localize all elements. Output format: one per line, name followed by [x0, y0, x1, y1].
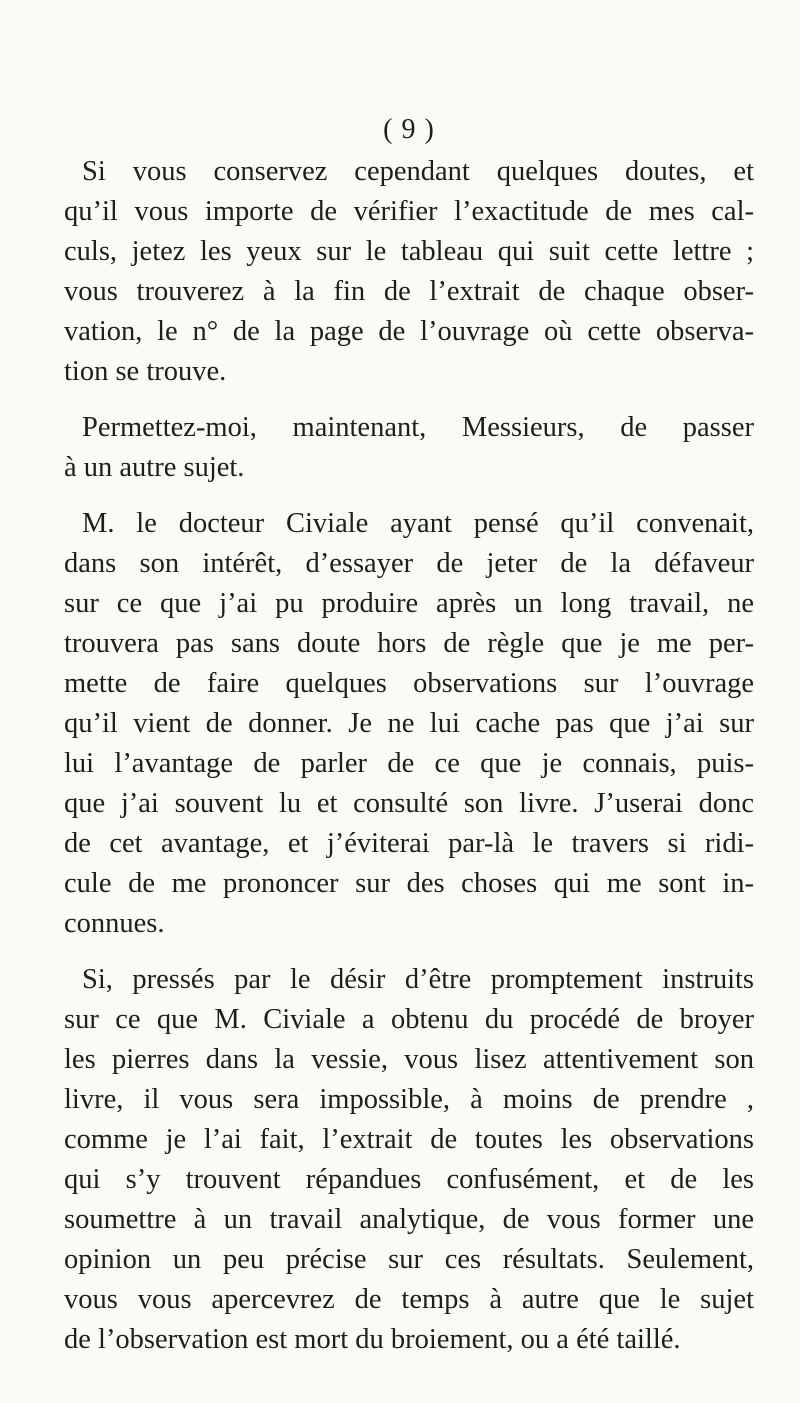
text-body	[64, 152, 754, 1360]
text-line: trouvera pas sans doute hors de règle que je me per-	[64, 628, 754, 659]
text-line: connues.	[64, 908, 165, 939]
text-line: opinion un peu précise sur ces résultats. Seulement,	[64, 1244, 754, 1275]
text-line: vation, le n° de la page de l’ouvrage où cette observa-	[64, 316, 754, 347]
text-line: à un autre sujet.	[64, 452, 245, 483]
book-page	[64, 112, 754, 1376]
text-line: sur ce que M. Civiale a obtenu du procédé de broyer	[64, 1004, 754, 1035]
text-line: culs, jetez les yeux sur le tableau qui suit cette lettre ;	[64, 236, 754, 267]
text-line: les pierres dans la vessie, vous lisez attentivement son	[64, 1044, 754, 1075]
text-line: dans son intérêt, d’essayer de jeter de la défaveur	[64, 548, 754, 579]
text-line: lui l’avantage de parler de ce que je connais, puis-	[64, 748, 754, 779]
text-line: comme je l’ai fait, l’extrait de toutes les observations	[64, 1124, 754, 1155]
text-line: mette de faire quelques observations sur l’ouvrage	[64, 668, 754, 699]
text-line: Si, pressés par le désir d’être promptement instruits	[82, 964, 754, 995]
text-line: Permettez-moi, maintenant, Messieurs, de passer	[82, 412, 754, 443]
text-line: livre, il vous sera impossible, à moins de prendre ,	[64, 1084, 754, 1115]
page-number: ( 9 )	[383, 114, 435, 145]
text-line: tion se trouve.	[64, 356, 227, 387]
text-line: de l’observation est mort du broiement, ou a été taillé.	[64, 1324, 681, 1355]
text-line: qui s’y trouvent répandues confusément, et de les	[64, 1164, 754, 1195]
paragraph-4	[64, 960, 754, 1360]
text-line: cule de me prononcer sur des choses qui me sont in-	[64, 868, 754, 899]
text-line: que j’ai souvent lu et consulté son livre. J’userai donc	[64, 788, 754, 819]
text-line: qu’il vient de donner. Je ne lui cache pas que j’ai sur	[64, 708, 754, 739]
text-line: M. le docteur Civiale ayant pensé qu’il convenait,	[82, 508, 754, 539]
paragraph-2	[64, 408, 754, 488]
text-line: vous trouverez à la fin de l’extrait de chaque obser-	[64, 276, 754, 307]
text-line: soumettre à un travail analytique, de vous former une	[64, 1204, 754, 1235]
text-line: Si vous conservez cependant quelques doutes, et	[82, 156, 754, 187]
text-line: vous vous apercevrez de temps à autre que le sujet	[64, 1284, 754, 1315]
text-line: sur ce que j’ai pu produire après un long travail, ne	[64, 588, 754, 619]
paragraph-3	[64, 504, 754, 944]
text-line: de cet avantage, et j’éviterai par-là le travers si ridi-	[64, 828, 754, 859]
paragraph-1	[64, 152, 754, 392]
text-line: qu’il vous importe de vérifier l’exactitude de mes cal-	[64, 196, 754, 227]
